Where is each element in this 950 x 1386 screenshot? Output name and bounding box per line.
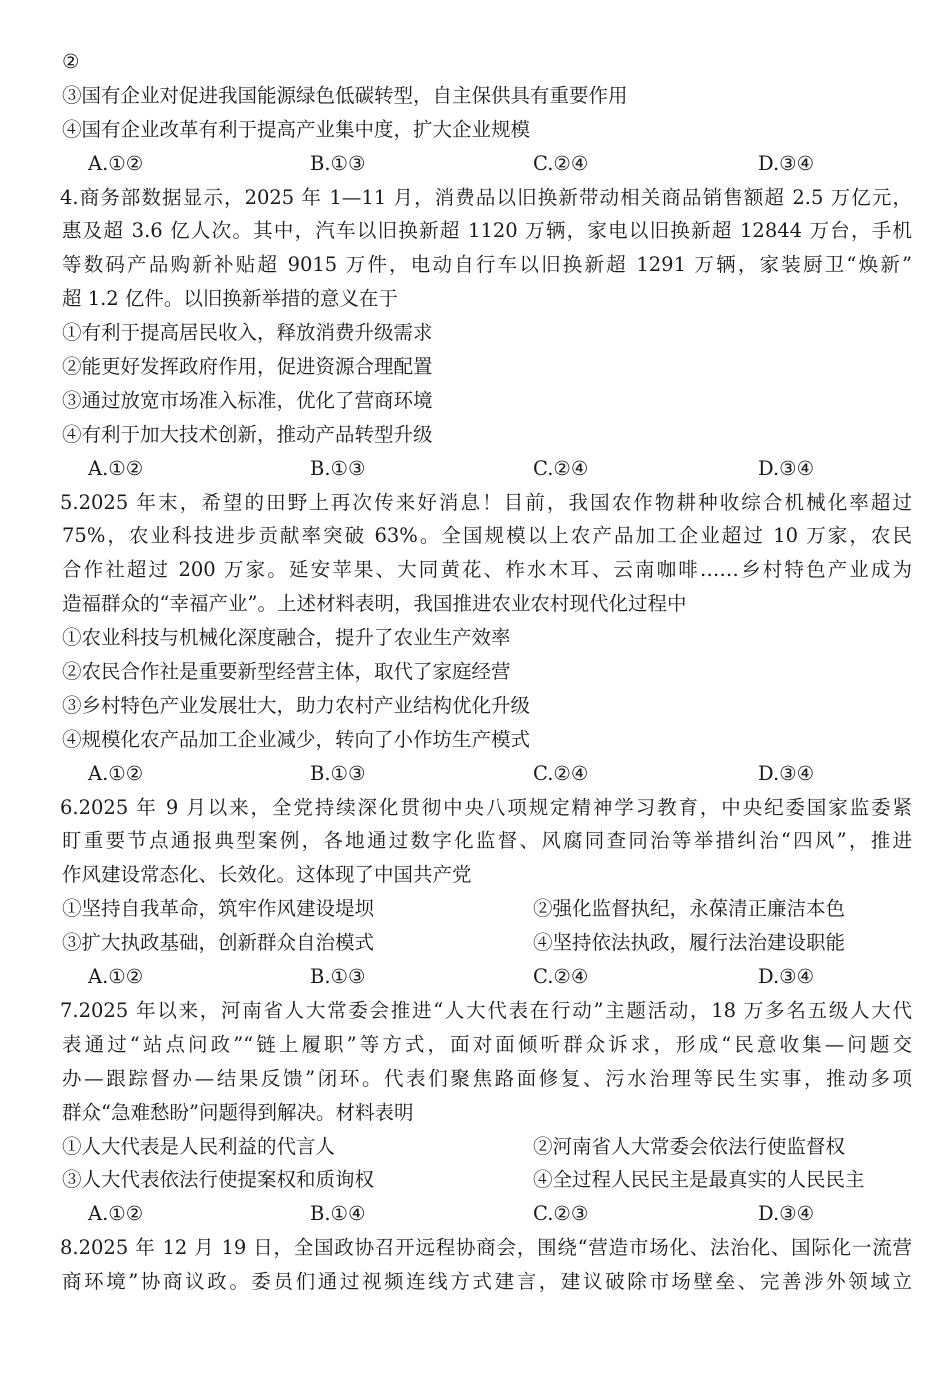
choice-a: A.①② [88, 151, 144, 175]
question-7-stem: 7.2025 年以来，河南省人大常委会推进“人大代表在行动”主题活动，18 万多名五级人大代 [60, 998, 912, 1022]
choice-b: B.①④ [310, 1202, 366, 1226]
option: ④国有企业改革有利于提高产业集中度，扩大企业规模 [62, 117, 531, 141]
option-row [60, 1130, 912, 1164]
option: ③国有企业对促进我国能源绿色低碳转型，自主保供具有重要作用 [62, 83, 628, 107]
question-6-stem: 作风建设常态化、长效化。这体现了中国共产党 [62, 863, 472, 887]
option: ④坚持依法执政，履行法治建设职能 [533, 931, 846, 955]
option-row [60, 1163, 912, 1197]
question-4-stem: 等数码产品购新补贴超 9015 万件，电动自行车以旧换新超 1291 万辆，家装厨卫“焕新” [62, 253, 912, 277]
question-6-stem: 6.2025 年 9 月以来，全党持续深化贯彻中央八项规定精神学习教育，中央纪委国家监委紧 [60, 795, 912, 819]
option: ④全过程人民民主是最真实的人民民主 [533, 1168, 865, 1192]
question-8-stem: 8.2025 年 12 月 19 日，全国政协召开远程协商会，围绕“营造市场化、法治化、国际化一流营 [60, 1236, 912, 1260]
question-5-stem: 合作社超过 200 万家。延安苹果、大同黄花、柞水木耳、云南咖啡……乡村特色产业成为 [62, 558, 912, 582]
exam-page [60, 45, 912, 1299]
answer-choices [60, 960, 912, 994]
choice-b: B.①③ [310, 761, 366, 785]
choice-c: C.②④ [533, 761, 589, 785]
choice-c: C.②④ [533, 456, 589, 480]
choice-b: B.①③ [310, 965, 366, 989]
question-4-stem: 4.商务部数据显示，2025 年 1—11 月，消费品以旧换新带动相关商品销售额超 2.5 万亿元， [60, 185, 912, 209]
option: ③乡村特色产业发展壮大，助力农村产业结构优化升级 [62, 693, 531, 717]
question-4-stem: 惠及超 3.6 亿人次。其中，汽车以旧换新超 1120 万辆，家电以旧换新超 12844 万台，手机 [62, 219, 912, 243]
choice-a: A.①② [88, 965, 144, 989]
question-5-stem: 5.2025 年末，希望的田野上再次传来好消息！目前，我国农作物耕种收综合机械化率超过 [60, 490, 912, 514]
choice-b: B.①③ [310, 456, 366, 480]
option: ①人大代表是人民利益的代言人 [62, 1134, 336, 1158]
choice-a: A.①② [88, 761, 144, 785]
choice-c: C.②③ [533, 1202, 589, 1226]
question-7-stem: 办—跟踪督办—结果反馈”闭环。代表们聚焦路面修复、污水治理等民生实事，推动多项 [62, 1066, 912, 1090]
question-5-stem: 造福群众的“幸福产业”。上述材料表明，我国推进农业农村现代化过程中 [62, 592, 687, 616]
choice-b: B.①③ [310, 151, 366, 175]
option-row [60, 926, 912, 960]
option: ①有利于提高居民收入，释放消费升级需求 [62, 321, 433, 345]
option: ①坚持自我革命，筑牢作风建设堤坝 [62, 897, 375, 921]
choice-d: D.③④ [758, 761, 815, 785]
choice-d: D.③④ [758, 151, 815, 175]
option: ② [62, 50, 80, 73]
choice-a: A.①② [88, 456, 144, 480]
question-6-stem: 盯重要节点通报典型案例，各地通过数字化监督、风腐同查同治等举措纠治“四风”，推进 [62, 829, 912, 853]
choice-d: D.③④ [758, 1202, 815, 1226]
option: ③人大代表依法行使提案权和质询权 [62, 1168, 375, 1192]
option: ④有利于加大技术创新，推动产品转型升级 [62, 422, 433, 446]
choice-d: D.③④ [758, 456, 815, 480]
option-row [60, 892, 912, 926]
option: ①农业科技与机械化深度融合，提升了农业生产效率 [62, 626, 511, 650]
option: ②能更好发挥政府作用，促进资源合理配置 [62, 355, 433, 379]
option: ②强化监督执纪，永葆清正廉洁本色 [533, 897, 846, 921]
choice-c: C.②④ [533, 965, 589, 989]
answer-choices [60, 1197, 912, 1231]
option: ③扩大执政基础，创新群众自治模式 [62, 931, 375, 955]
question-8-stem: 商环境”协商议政。委员们通过视频连线方式建言，建议破除市场壁垒、完善涉外领域立 [62, 1270, 912, 1294]
question-7-stem: 群众“急难愁盼”问题得到解决。材料表明 [62, 1100, 414, 1124]
answer-choices [60, 757, 912, 791]
option: ②农民合作社是重要新型经营主体，取代了家庭经营 [62, 660, 511, 684]
choice-d: D.③④ [758, 965, 815, 989]
option: ④规模化农产品加工企业减少，转向了小作坊生产模式 [62, 727, 531, 751]
question-5-stem: 75%，农业科技进步贡献率突破 63%。全国规模以上农产品加工企业超过 10 万家，农民 [62, 524, 912, 548]
option: ③通过放宽市场准入标准，优化了营商环境 [62, 388, 433, 412]
question-4-stem: 超 1.2 亿件。以旧换新举措的意义在于 [62, 287, 398, 311]
question-7-stem: 表通过“站点问政”“链上履职”等方式，面对面倾听群众诉求，形成“民意收集—问题交 [62, 1032, 912, 1056]
choice-c: C.②④ [533, 151, 589, 175]
option: ②河南省人大常委会依法行使监督权 [533, 1134, 846, 1158]
answer-choices [60, 147, 912, 181]
choice-a: A.①② [88, 1202, 144, 1226]
answer-choices [60, 452, 912, 486]
